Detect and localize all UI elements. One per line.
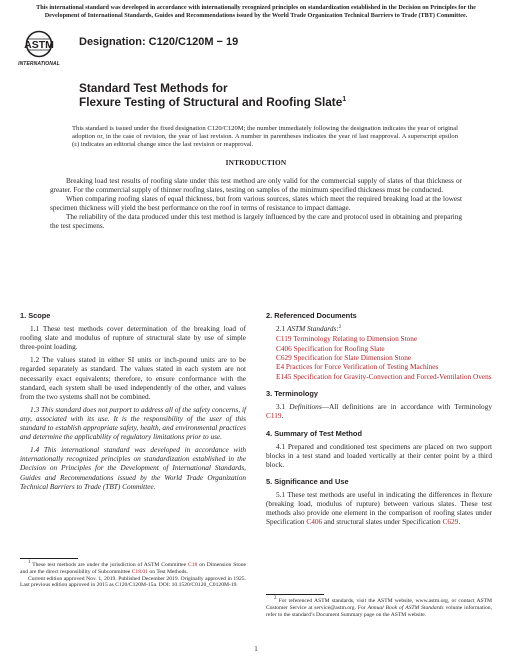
ref-title[interactable]: Specification for Slate Dimension Stone bbox=[291, 353, 412, 362]
tbt-notice: This international standard was developed in accordance with internationally recognized principles on standardization established in the Decision on Principles for the Development of International Standards, Guides and Recommendations issued by the World Trade Organization Technical Barriers to Trade (TBT) Committee. bbox=[36, 4, 476, 19]
reference-c406[interactable] bbox=[268, 344, 492, 353]
ref-title[interactable]: Specification for Gravity-Convection and Forced-Ventilation Ovens bbox=[291, 371, 492, 381]
ref-title[interactable]: Practices for Force Verification of Testing Machines bbox=[284, 362, 439, 372]
designation: Designation: C120/C120M − 19 bbox=[79, 36, 239, 48]
title-main: Flexure Testing of Structural and Roofing Slate bbox=[79, 94, 343, 109]
ref-intro-text: ASTM Standards: bbox=[286, 324, 339, 334]
footnote-2-text: volume information, refer to the standard’s Document Summary page on the ASTM website. bbox=[266, 604, 492, 618]
ref-code[interactable]: C629 bbox=[276, 353, 292, 362]
scope-1-1: 1.1 These test methods cover determination of the breaking load of roofing slate and modulus of rupture of structural slate by use of simple three-point loading. bbox=[20, 324, 246, 352]
issuance-note: This standard is issued under the fixed designation C120/C120M; the number immediately following the designation indicates the year of original adoption or, in the case of revision, the year of last revision. A number in parentheses indicates the year of last reapproval. A superscript epsilon (ε) indicates an editorial change since the last revision or reapproval. bbox=[72, 125, 458, 149]
significance-end: . bbox=[458, 517, 461, 527]
document-title bbox=[79, 82, 346, 110]
reference-list bbox=[266, 334, 492, 381]
reference-c629[interactable] bbox=[268, 353, 492, 362]
footnote-2-book: Annual Book of ASTM Standards bbox=[367, 604, 444, 611]
scope-heading: 1. Scope bbox=[20, 311, 51, 320]
reference-c119[interactable] bbox=[268, 334, 492, 343]
terminology-label: Definitions bbox=[289, 402, 322, 412]
ref-footnote-mark: 2 bbox=[338, 325, 342, 331]
title-footnote-mark: 1 bbox=[342, 95, 347, 103]
astm-standards-label bbox=[266, 324, 492, 333]
footnote-1-mark: 1 bbox=[28, 560, 31, 565]
c119-link[interactable]: C119 bbox=[266, 411, 282, 421]
significance-heading: 5. Significance and Use bbox=[266, 476, 349, 486]
significance-text: and structural slates under Specification bbox=[322, 517, 443, 527]
footnote-2-mark: 2 bbox=[274, 596, 277, 601]
c629-link[interactable]: C629 bbox=[442, 517, 459, 527]
footnote-1-text: on Dimension Stone and are the direct responsibility of Subcommittee bbox=[20, 562, 246, 575]
footnote-2 bbox=[266, 598, 492, 618]
terminology-3-1 bbox=[266, 402, 492, 420]
footnote-edition: Current edition approved Nov. 1, 2019. Published December 2019. Originally approved in 1925. Last previous edition approved in 2015 as C120/C120M-15a. DOI: 10.1520/C0120_C0120M-19. bbox=[20, 575, 246, 589]
c406-link[interactable]: C406 bbox=[306, 517, 323, 527]
reference-e4[interactable] bbox=[268, 362, 492, 371]
referenced-documents-heading: 2. Referenced Documents bbox=[266, 311, 357, 320]
ref-code[interactable]: E145 bbox=[276, 371, 292, 381]
logo-subtitle: INTERNATIONAL bbox=[18, 61, 60, 67]
right-column bbox=[266, 311, 492, 530]
footnote-1 bbox=[20, 562, 246, 576]
footnote-left bbox=[20, 562, 246, 589]
ref-code[interactable]: C406 bbox=[276, 343, 292, 353]
scope-1-4: 1.4 This international standard was developed in accordance with internationally recognized principles on standardization established in the Decision on Principles for the Development of International Standards, Guides and Recommendations issued by the World Trade Organization Technical Barriers to Trade (TBT) Committee. bbox=[20, 445, 246, 491]
scope-1-2: 1.2 The values stated in either SI units or inch-pound units are to be regarded separately as standard. The values stated in each system are not necessarily exact equivalents; therefore, to ensure conformance with the standard, each system shall be used independently of the other, and values from the two systems shall not be combined. bbox=[20, 355, 246, 401]
terminology-text: —All definitions are in accordance with Terminology bbox=[321, 402, 492, 412]
introduction-body bbox=[50, 177, 462, 232]
ref-title[interactable]: Terminology Relating to Dimension Stone bbox=[291, 334, 418, 344]
left-column bbox=[20, 311, 246, 495]
terminology-number: 3.1 bbox=[276, 402, 290, 412]
significance-text: 5.1 These test methods are useful in indicating the differences in flexure (breaking load, modulus of rupture) between various slates. These test methods also provide one element in the comparison of roofing slates under Specification bbox=[266, 489, 492, 527]
introduction-paragraph: Breaking load test results of roofing slate under this test method are only valid for the commercial supply of slates of that thickness or greater. For the commercial supply of thinner roofing slates, testing on samples of the minimum specified thickness must be conducted. bbox=[50, 177, 462, 195]
summary-heading: 4. Summary of Test Method bbox=[266, 428, 362, 438]
ref-title[interactable]: Specification for Roofing Slate bbox=[291, 343, 385, 353]
scope-1-3: 1.3 This standard does not purport to address all of the safety concerns, if any, associated with its use. It is the responsibility of the user of this standard to establish appropriate safety, health, and environmental practices and determine the applicability of regulatory limitations prior to use. bbox=[20, 404, 246, 442]
svg-text:ASTM: ASTM bbox=[24, 39, 54, 51]
ref-intro-number: 2.1 bbox=[276, 324, 287, 334]
astm-logo bbox=[18, 30, 60, 74]
introduction-paragraph: The reliability of the data produced under this test method is largely influenced by the care and protocol used in obtaining and preparing the test specimens. bbox=[50, 213, 462, 231]
footnote-2-text: For referenced ASTM standards, visit the ASTM website, www.astm.org, or contact ASTM Customer Service at service@astm.org. For bbox=[266, 598, 492, 611]
ref-code[interactable]: C119 bbox=[276, 334, 292, 344]
summary-4-1: 4.1 Prepared and conditioned test specimens are placed on two support blocks in a test stand and loaded vertically at their center point by a third block. bbox=[266, 441, 492, 469]
introduction-paragraph: When comparing roofing slates of equal thickness, but from various sources, slates which meet the required breaking load at the lowest specimen thickness will yield the best performance on the roof in terms of resistance to impact damage. bbox=[50, 195, 462, 213]
terminology-end: . bbox=[281, 411, 284, 421]
footnote-right bbox=[266, 598, 492, 618]
title-line-2 bbox=[79, 96, 346, 110]
footnote-rule-right bbox=[266, 594, 324, 595]
page-number: 1 bbox=[254, 645, 258, 653]
c18-link[interactable]: C18 bbox=[188, 562, 198, 568]
footnote-rule-left bbox=[20, 558, 78, 559]
significance-5-1 bbox=[266, 490, 492, 526]
terminology-heading: 3. Terminology bbox=[266, 389, 319, 399]
reference-e145[interactable] bbox=[268, 372, 492, 381]
title-line-1: Standard Test Methods for bbox=[79, 81, 228, 95]
introduction-heading: INTRODUCTION bbox=[225, 158, 287, 167]
c18-01-link[interactable]: C18.01 bbox=[131, 568, 149, 575]
footnote-1-text: on Test Methods. bbox=[148, 568, 188, 575]
ref-code[interactable]: E4 bbox=[276, 362, 285, 372]
footnote-1-text: These test methods are under the jurisdiction of ASTM Committee bbox=[30, 562, 189, 568]
